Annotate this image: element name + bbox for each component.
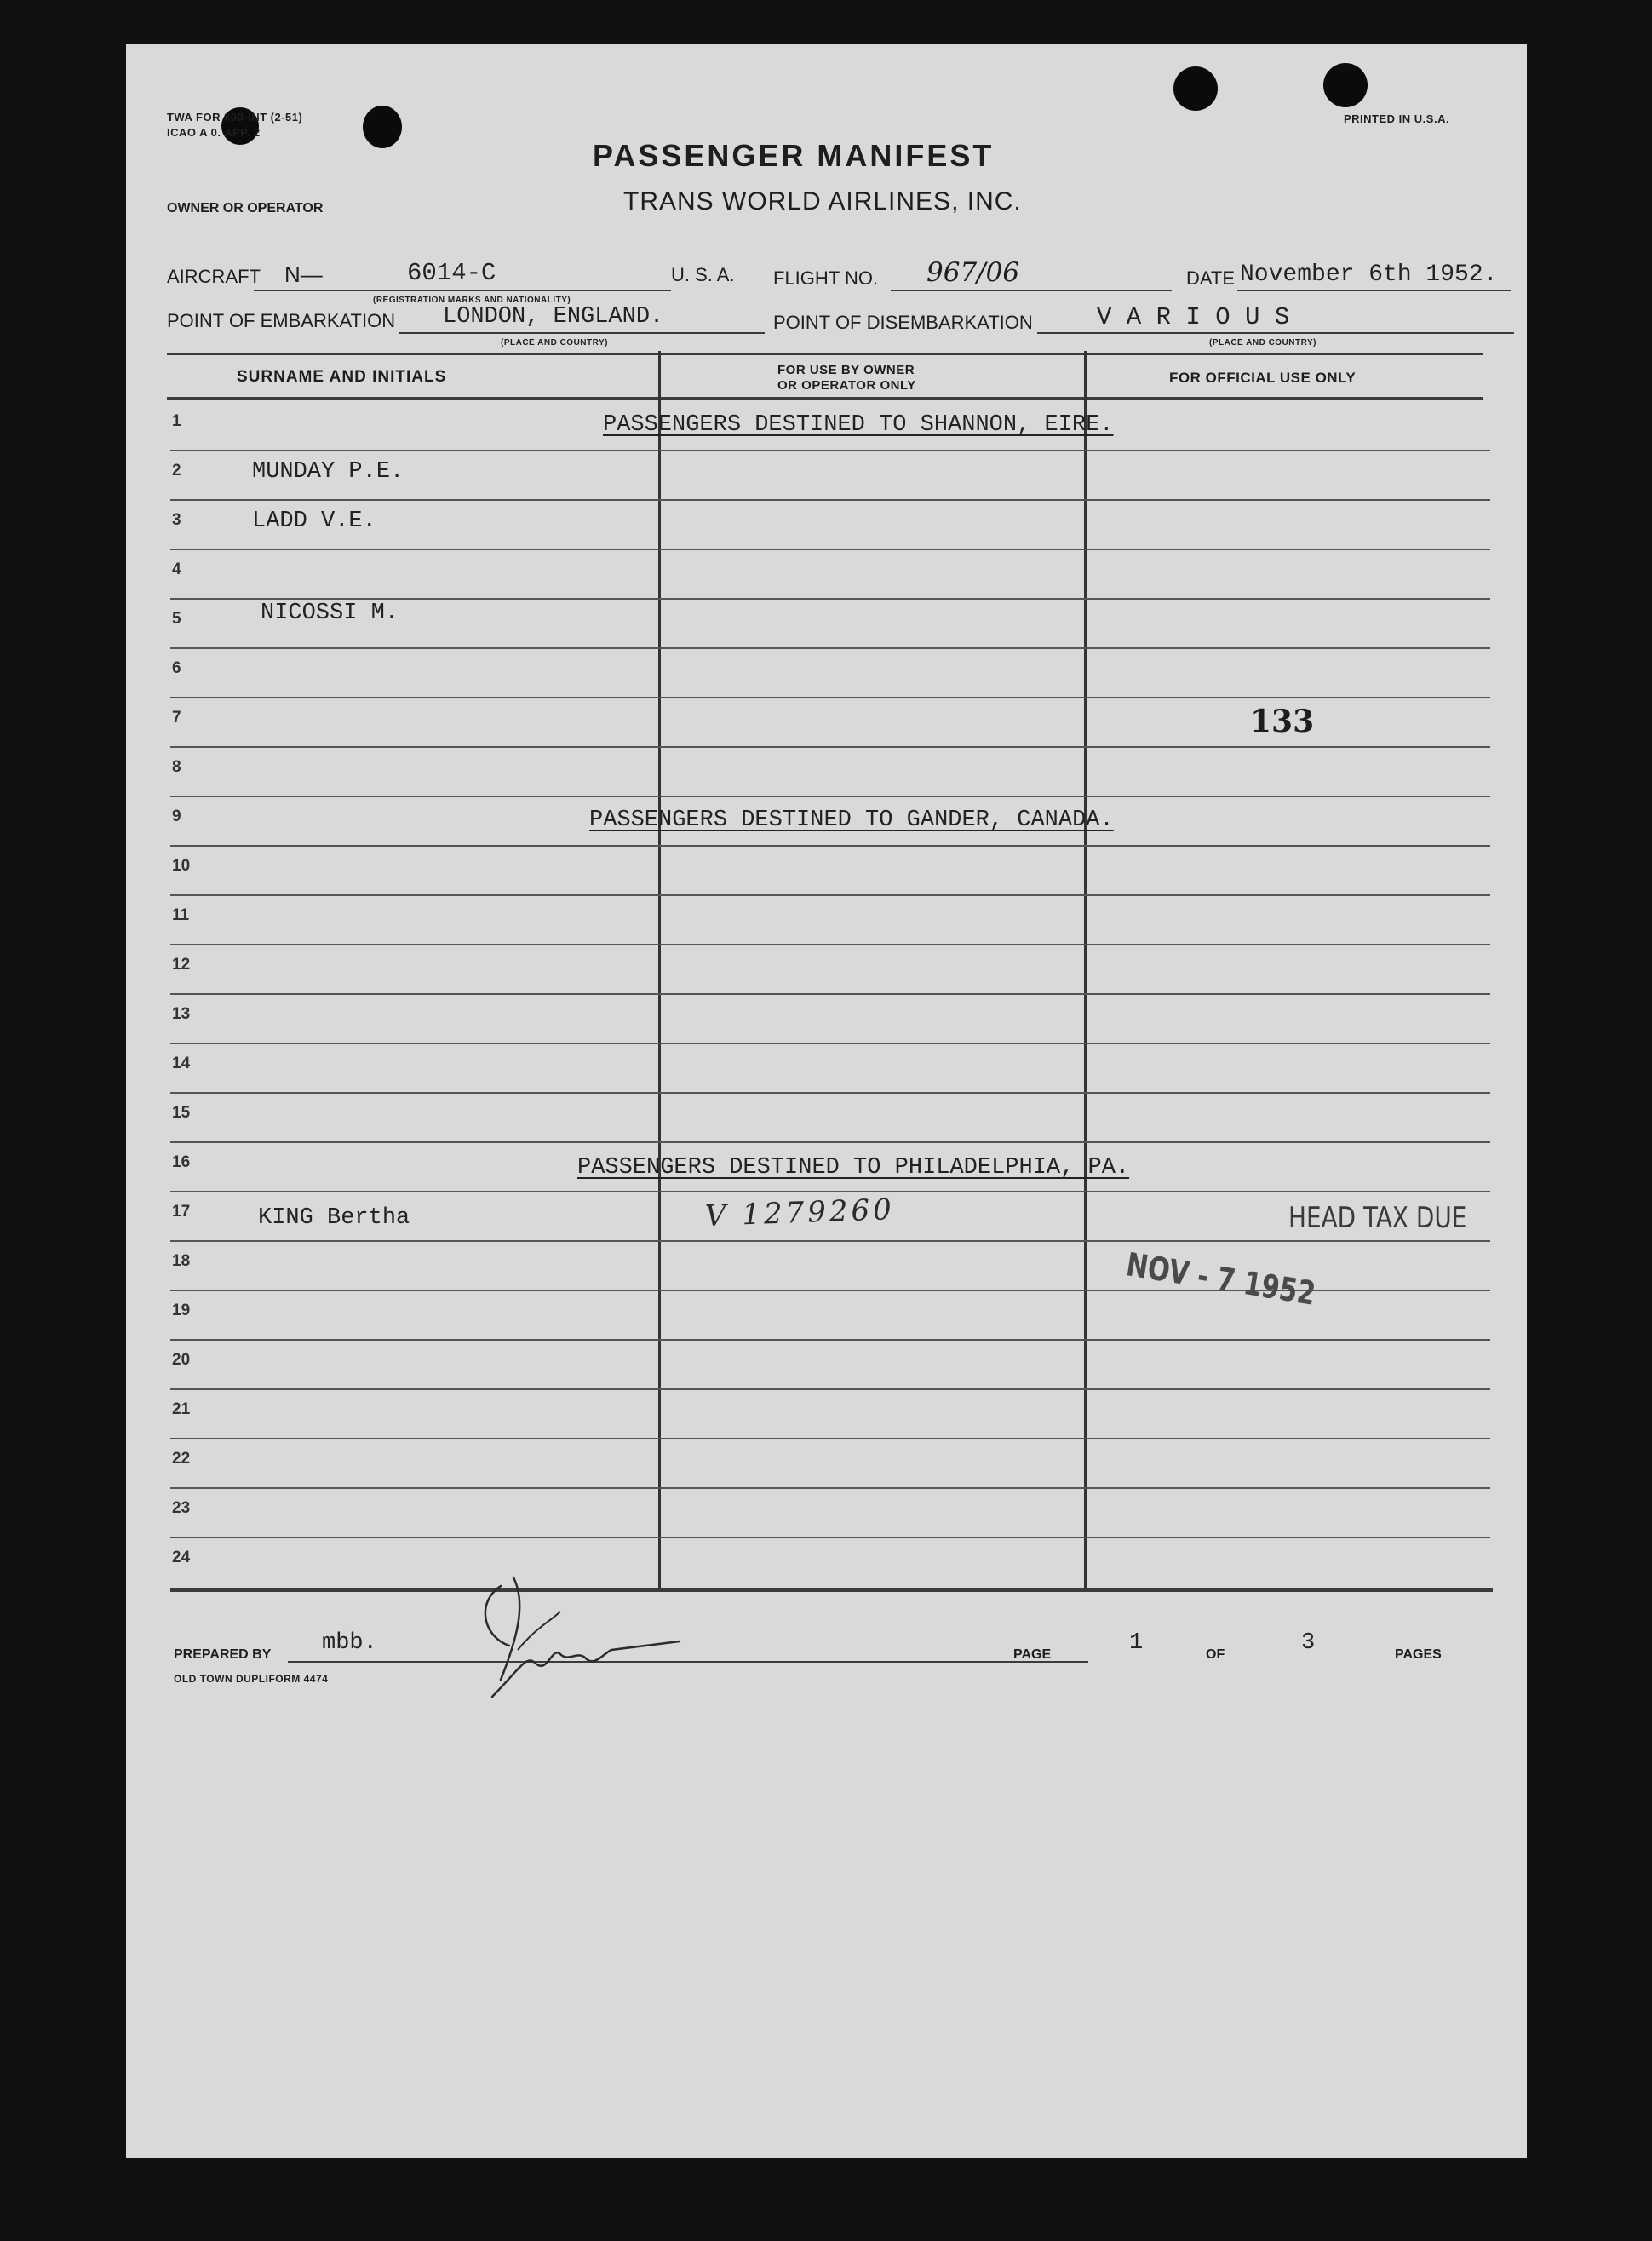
disembarkation-underline (1037, 332, 1514, 334)
row-number: 23 (172, 1499, 191, 1517)
table-bottom-rule (170, 1588, 1493, 1592)
row-separator (170, 598, 1490, 600)
signature (467, 1569, 688, 1714)
disembarkation-label: POINT OF DISEMBARKATION (773, 312, 1033, 333)
row-number: 20 (172, 1351, 191, 1369)
row-number: 17 (172, 1203, 191, 1221)
row-separator (170, 647, 1490, 649)
row-number: 14 (172, 1054, 191, 1072)
row-separator (170, 1388, 1490, 1390)
row-separator (170, 1092, 1490, 1094)
column-divider (658, 351, 661, 1588)
row-separator (170, 1438, 1490, 1439)
col-owner-header-2: OR OPERATOR ONLY (777, 378, 916, 393)
manifest-sheet (126, 44, 1527, 2158)
row-number: 3 (172, 511, 181, 529)
row-number: 2 (172, 462, 181, 480)
punch-hole (363, 106, 402, 148)
aircraft-label: AIRCRAFT (167, 266, 261, 287)
row-number: 9 (172, 807, 181, 825)
section-heading-shannon: PASSENGERS DESTINED TO SHANNON, EIRE. (603, 412, 1114, 438)
flight-date: November 6th 1952. (1240, 261, 1498, 288)
flight-number: 967/06 (926, 257, 1020, 288)
prepared-by-value: mbb. (322, 1630, 377, 1656)
embarkation-underline (399, 332, 765, 334)
table-top-rule (167, 397, 1483, 400)
row-number: 8 (172, 758, 181, 776)
row-separator (170, 944, 1490, 945)
disembarkation-note: (PLACE AND COUNTRY) (1209, 338, 1316, 348)
row-separator (170, 845, 1490, 847)
header-rule (167, 353, 1483, 355)
head-tax-stamp: HEAD TAX DUE (1288, 1201, 1467, 1235)
total-pages: 3 (1301, 1630, 1316, 1656)
embarkation-point: LONDON, ENGLAND. (443, 304, 664, 330)
form-number: TWA FOR 800-INT (2-51) (167, 111, 303, 124)
official-count: 133 (1250, 704, 1315, 739)
aircraft-prefix: N— (284, 261, 323, 287)
row-separator (170, 1487, 1490, 1489)
prepared-by-underline (288, 1661, 1088, 1663)
airline-name: TRANS WORLD AIRLINES, INC. (623, 187, 1022, 215)
flight-label: FLIGHT NO. (773, 267, 879, 289)
handwritten-ticket-number: V 1279260 (704, 1192, 896, 1233)
row-separator (170, 1537, 1490, 1538)
printer-imprint: OLD TOWN DUPLIFORM 4474 (174, 1673, 329, 1685)
row-number: 11 (172, 906, 190, 924)
passenger-name: MUNDAY P.E. (252, 459, 404, 485)
row-separator (170, 549, 1490, 550)
punch-hole (1323, 63, 1368, 107)
section-heading-philadelphia: PASSENGERS DESTINED TO PHILADELPHIA, PA. (577, 1155, 1130, 1181)
section-heading-gander: PASSENGERS DESTINED TO GANDER, CANADA. (589, 807, 1114, 833)
row-separator (170, 499, 1490, 501)
passenger-name: NICOSSI M. (261, 600, 399, 626)
row-separator (170, 796, 1490, 797)
prepared-by-label: PREPARED BY (174, 1647, 272, 1662)
row-number: 16 (172, 1153, 191, 1171)
row-separator (170, 1191, 1490, 1192)
row-number: 21 (172, 1400, 191, 1418)
col-official-header: FOR OFFICIAL USE ONLY (1169, 370, 1357, 386)
of-label: OF (1206, 1647, 1225, 1662)
row-separator (170, 894, 1490, 896)
row-number: 22 (172, 1450, 191, 1468)
row-number: 24 (172, 1549, 191, 1566)
embarkation-label: POINT OF EMBARKATION (167, 310, 396, 331)
row-separator (170, 746, 1490, 748)
page-label: PAGE (1013, 1647, 1052, 1662)
passenger-name: KING Bertha (258, 1205, 410, 1231)
form-title: PASSENGER MANIFEST (593, 138, 995, 173)
row-separator (170, 993, 1490, 995)
row-separator (170, 1141, 1490, 1143)
row-separator (170, 1043, 1490, 1044)
row-number: 4 (172, 560, 181, 578)
punch-hole (1173, 66, 1218, 111)
row-separator (170, 1339, 1490, 1341)
aircraft-underline (254, 290, 671, 291)
row-number: 15 (172, 1104, 191, 1122)
form-number-line2: ICAO A 0. APP. 2 (167, 126, 261, 139)
row-number: 10 (172, 857, 191, 875)
aircraft-note: (REGISTRATION MARKS AND NATIONALITY) (373, 296, 571, 305)
pages-label: PAGES (1395, 1647, 1442, 1662)
row-number: 12 (172, 956, 191, 974)
column-divider (1084, 351, 1087, 1588)
embarkation-note: (PLACE AND COUNTRY) (501, 338, 608, 348)
aircraft-registration: 6014-C (407, 259, 496, 287)
flight-underline (891, 290, 1172, 291)
row-number: 1 (172, 412, 181, 430)
row-number: 19 (172, 1302, 191, 1319)
disembarkation-point: V A R I O U S (1097, 303, 1290, 331)
aircraft-nationality: U. S. A. (671, 264, 735, 285)
page-number: 1 (1129, 1630, 1144, 1656)
col-owner-header: FOR USE BY OWNER (777, 363, 915, 377)
row-number: 18 (172, 1252, 191, 1270)
row-number: 13 (172, 1005, 191, 1023)
row-number: 5 (172, 610, 181, 628)
date-underline (1237, 290, 1511, 291)
date-stamp: NOV - 7 1952 (1123, 1245, 1318, 1313)
owner-operator-label: OWNER OR OPERATOR (167, 201, 324, 215)
row-separator (170, 1240, 1490, 1242)
passenger-name: LADD V.E. (252, 509, 376, 534)
date-label: DATE (1186, 267, 1236, 289)
row-separator (170, 450, 1490, 451)
row-number: 7 (172, 709, 181, 727)
row-number: 6 (172, 659, 181, 677)
printed-in: PRINTED IN U.S.A. (1344, 112, 1450, 125)
col-surname-header: SURNAME AND INITIALS (237, 368, 447, 386)
row-separator (170, 697, 1490, 698)
